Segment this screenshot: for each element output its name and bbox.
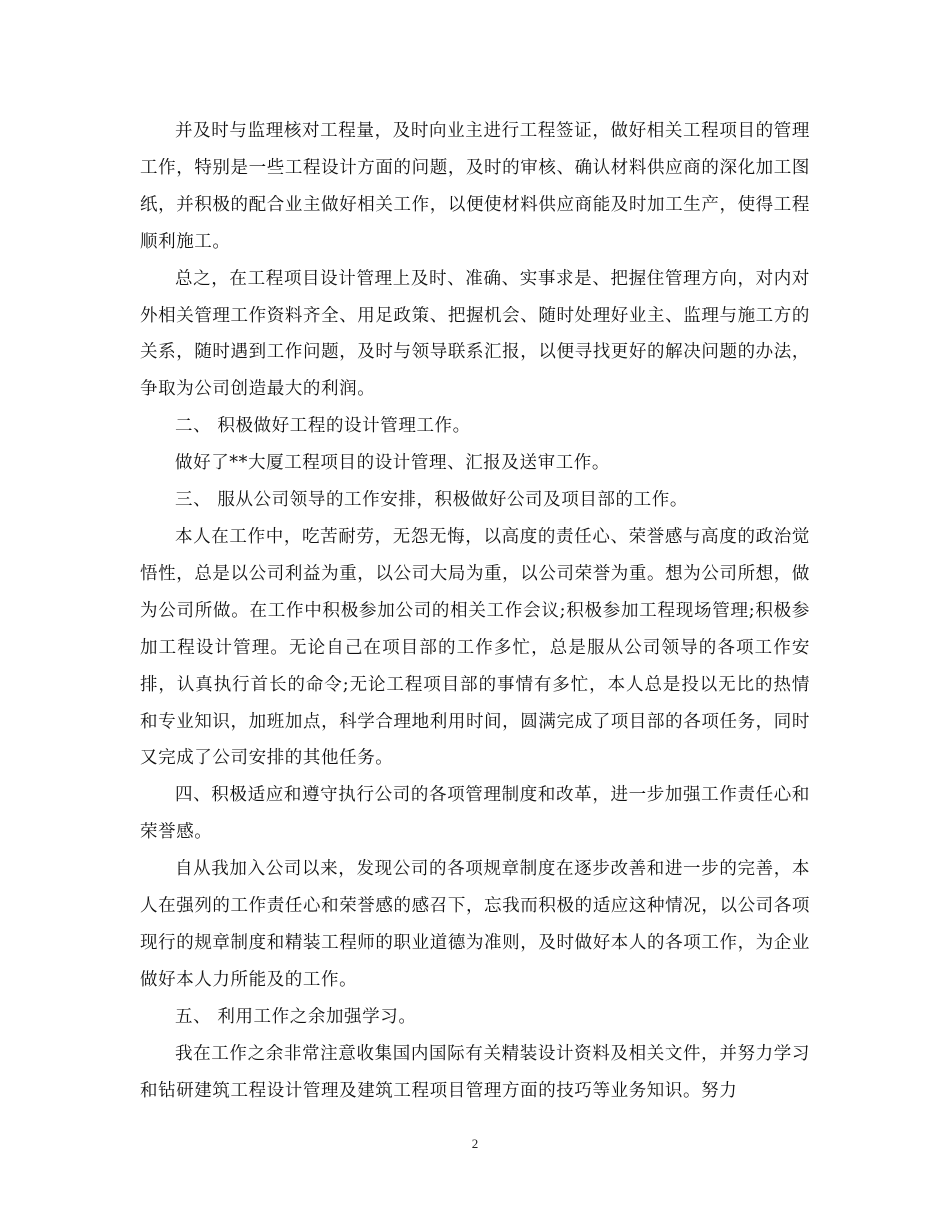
paragraph-summary: 总之，在工程项目设计管理上及时、准确、实事求是、把握住管理方向，对内对外相关管理工作资料齐全、用足政策、把握机会、随时处理好业主、监理与施工方的关系，随时遇到工作问题，及时与领导联系汇报，以便寻找更好的解决问题的办法，争取为公司创造最大的利润。 [140, 268, 810, 400]
paragraph-work-attitude: 本人在工作中，吃苦耐劳，无怨无悔，以高度的责任心、荣誉感与高度的政治觉悟性，总是以公司利益为重，以公司大局为重，以公司荣誉为重。想为公司所想，做为公司所做。在工作中积极参加公司的相关工作会议;积极参加工程现场管理;积极参加工程设计管理。无论自己在项目部的工作多忙，总是服从公司领导的各项工作安排，认真执行首长的命令;无论工程项目部的事情有多忙，本人总是投以无比的热情和专业知识，加班加点，科学合理地利用时间，圆满完成了项目部的各项任务，同时又完成了公司安排的其他任务。 [140, 526, 810, 769]
paragraph-design-verification: 并及时与监理核对工程量，及时向业主进行工程签证，做好相关工程项目的管理工作，特别是一些工程设计方面的问题，及时的审核、确认材料供应商的深化加工图纸，并积极的配合业主做好相关工作，以便使材料供应商能及时加工生产，使得工程顺利施工。 [140, 121, 810, 252]
document-body [140, 113, 810, 1109]
paragraph-design-management: 做好了**大厦工程项目的设计管理、汇报及送审工作。 [175, 453, 610, 474]
paragraph-study: 我在工作之余非常注意收集国内国际有关精装设计资料及相关文件，并努力学习和钻研建筑工程设计管理及建筑工程项目管理方面的技巧等业务知识。努力 [140, 1043, 810, 1101]
paragraph-company-rules: 自从我加入公司以来，发现公司的各项规章制度在逐步改善和进一步的完善，本人在强列的工作责任心和荣誉感的感召下，忘我而积极的适应这种情况，以公司各项现行的规章制度和精装工程师的职业道德为准则，及时做好本人的各项工作，为企业做好本人力所能及的工作。 [140, 859, 810, 990]
section-heading-three: 三、 服从公司领导的工作安排，积极做好公司及项目部的工作。 [175, 490, 688, 511]
section-heading-four: 四、积极适应和遵守执行公司的各项管理制度和改革，进一步加强工作责任心和荣誉感。 [140, 785, 810, 843]
section-heading-two: 二、 积极做好工程的设计管理工作。 [175, 416, 471, 437]
page-number: 2 [471, 1136, 479, 1151]
section-heading-five: 五、 利用工作之余加强学习。 [175, 1006, 417, 1027]
